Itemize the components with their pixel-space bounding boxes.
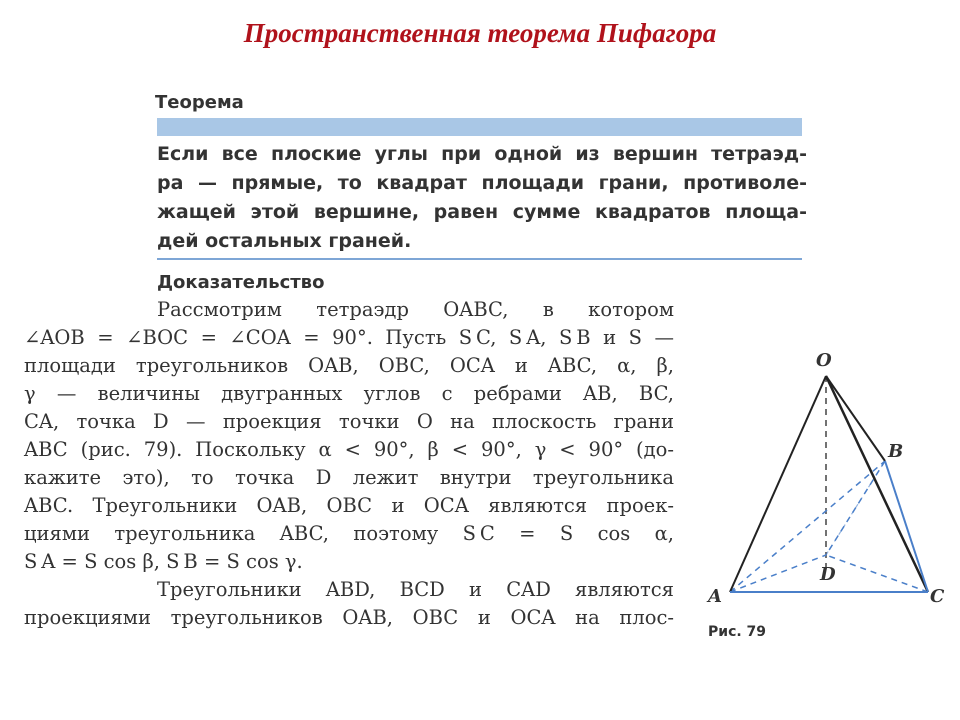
theorem-line: ра — прямые, то квадрат площади грани, противоле-	[157, 172, 807, 194]
slide-title: Пространственная теорема Пифагора	[243, 18, 717, 48]
theorem-line: дей остальных граней.	[157, 230, 412, 252]
theorem-line: жащей этой вершине, равен сумме квадратов площа-	[157, 201, 807, 223]
proof-line: ∠AOB = ∠BOC = ∠COA = 90°. Пусть S C, S A, S B и S —	[24, 326, 674, 349]
proof-line: CA, точка D — проекция точки O на плоскость грани	[24, 410, 674, 433]
edge-AB-hidden	[730, 461, 885, 592]
edge-OA	[730, 376, 826, 592]
proof-line: проекциями треугольников OAB, OBC и OCA на плос-	[24, 606, 674, 629]
theorem-statement	[157, 140, 807, 256]
theorem-line: Если все плоские углы при одной из вершин тетраэд-	[157, 143, 807, 165]
proof-line: S A = S cos β, S B = S cos γ.	[24, 550, 303, 573]
label-A: A	[708, 586, 722, 607]
theorem-heading: Теорема	[155, 92, 244, 113]
proof-heading: Доказательство	[157, 272, 325, 293]
proof-line: γ — величины двугранных углов с ребрами AB, BC,	[24, 382, 674, 405]
figure-caption: Рис. 79	[708, 624, 767, 640]
tetrahedron-figure	[700, 340, 950, 670]
proof-line: циями треугольника ABC, поэтому S C = S cos α,	[24, 522, 674, 545]
theorem-divider	[157, 258, 802, 260]
proof-line: Рассмотрим тетраэдр OABC, в котором	[157, 298, 674, 321]
label-O: O	[816, 350, 832, 371]
label-B: B	[888, 441, 904, 462]
edge-BC	[885, 461, 928, 592]
proof-line: ABC (рис. 79). Поскольку α < 90°, β < 90°, γ < 90° (до-	[24, 438, 674, 461]
label-C: C	[930, 586, 945, 607]
proof-line: Треугольники ABD, BCD и CAD являются	[157, 578, 674, 601]
proof-line: площади треугольников OAB, OBC, OCA и ABC, α, β,	[24, 354, 674, 377]
label-D: D	[820, 564, 836, 585]
edge-OB	[826, 376, 885, 461]
proof-line: кажите это), то точка D лежит внутри треугольника	[24, 466, 674, 489]
edge-OC	[826, 376, 928, 592]
proof-body	[24, 296, 674, 632]
proof-line: ABC. Треугольники OAB, OBC и OCA являются проек-	[24, 494, 674, 517]
theorem-band	[157, 118, 802, 136]
